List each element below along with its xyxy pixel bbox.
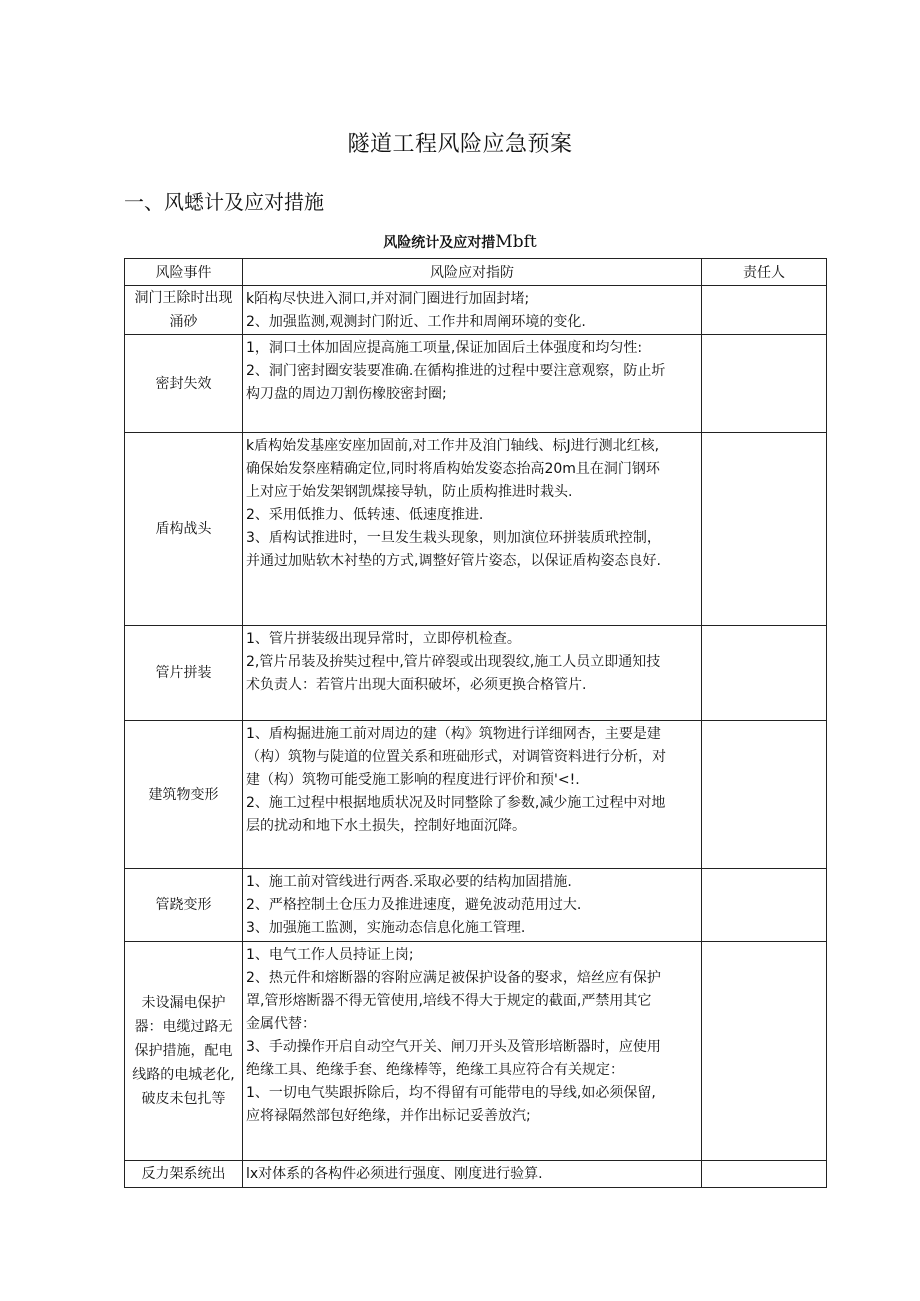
risk-event-line: 建筑物变形 xyxy=(148,786,219,803)
table-row xyxy=(125,1161,827,1188)
table-row xyxy=(125,286,827,335)
owner-cell xyxy=(702,626,827,721)
risk-event-cell xyxy=(125,942,243,1161)
table-caption-text: 风险统计及应对措 xyxy=(383,235,496,251)
measure-cell xyxy=(243,433,702,626)
risk-event-cell xyxy=(125,1161,243,1188)
measure-line: k盾构始发基座安座加固前,对工作井及洎门轴线、标J进行测北红核, xyxy=(246,438,660,454)
measure-cell xyxy=(243,286,702,335)
measure-line: （构）筑物与陡道的位置关系和班础形式，对调管资料进行分析，对 xyxy=(246,749,666,765)
measure-line: 罩,管形熔断器不得无管使用,培线不得大于规定的截面,严禁用其它 xyxy=(246,993,652,1009)
measure-line: 2、洞门密封圈安装要准确.在循构推进的过程中要注意观察，防止圻 xyxy=(246,363,666,379)
measure-line: 1、一切电气奘跟拆除后，均不得留有可能带电的导线,如必须保留, xyxy=(246,1085,656,1101)
owner-cell xyxy=(702,335,827,433)
owner-cell xyxy=(702,1161,827,1188)
measure-cell xyxy=(243,1161,702,1188)
section-heading: 一、风蟋计及应对措施 xyxy=(124,190,324,214)
measure-line: 并通过加贴软木衬垫的方式,调整好管片姿态，以保证盾构姿态良好. xyxy=(246,553,661,569)
table-caption-tail: Mbft xyxy=(495,232,537,252)
measure-line: 1、施工前对管线进行两沓.采取必要的结构加固措施. xyxy=(246,874,572,890)
measure-line: 2、采用低推力、低转速、低速度推进. xyxy=(246,507,484,523)
risk-event-line: 管片拼装 xyxy=(155,665,212,681)
measure-line: 建（构）筑物可能受施工影响的程度进行评价和预'<!. xyxy=(246,772,580,788)
measure-line: 确保始发祭座精确定位,同时将盾构始发姿态抬高20m且在洞门钢环 xyxy=(246,461,660,477)
risk-event-line: 管跷变形 xyxy=(155,897,212,913)
measure-line: 3、手动操作开启自动空气开关、闸刀开头及管形培断器时，应使用 xyxy=(246,1039,661,1055)
header-owner: 责任人 xyxy=(702,259,827,286)
measure-line: 绝缘工具、绝缘手套、绝缘棒等，绝缘工具应符合有关规定： xyxy=(246,1062,624,1078)
measure-line: 金属代替： xyxy=(246,1016,316,1032)
owner-cell xyxy=(702,869,827,942)
risk-event-line: 涌砂 xyxy=(169,314,198,330)
risk-event-line: 器：电缆过路无 xyxy=(134,1019,233,1035)
measure-line: k陌构尽快进入洞口,并对洞门圈进行加固封堵; xyxy=(246,291,530,307)
measure-cell xyxy=(243,335,702,433)
table-row xyxy=(125,626,827,721)
risk-event-line: 线路的电城老化, xyxy=(132,1067,235,1083)
measure-line: 术负责人：若管片出现大面积破坏，必须更换合格管片. xyxy=(246,677,587,693)
risk-event-cell xyxy=(125,433,243,626)
measure-line: 应将禄隔然部包好绝缘，并作出标记妥善放汽; xyxy=(246,1108,531,1124)
measure-line: 3、加强施工监测，实施动态信息化施工管理. xyxy=(246,920,526,936)
owner-cell xyxy=(702,942,827,1161)
measure-line: 2、热元件和熔断器的容附应满足被保护设备的娶求，焙丝应有保护 xyxy=(246,970,661,986)
table-row xyxy=(125,433,827,626)
document-title: 隧道工程风险应急预案 xyxy=(347,132,573,157)
measure-cell xyxy=(243,721,702,869)
risk-event-cell xyxy=(125,335,243,433)
measure-line: 2、施工过程中根据地质状况及时同整除了参数,减少施工过程中对地 xyxy=(246,795,666,811)
owner-cell xyxy=(702,433,827,626)
measure-line: 1、管片拼装级出现异常时，立即停机检查。 xyxy=(246,631,521,647)
risk-event-line: 密封失效 xyxy=(155,375,212,392)
risk-event-cell xyxy=(125,626,243,721)
measure-line: 1，洞口土体加固应提高施工项量,保证加固后土体强度和均匀性: xyxy=(246,340,643,356)
risk-event-line: 反力架系统出 xyxy=(141,1166,226,1182)
risk-event-line: 洞门王除时出现 xyxy=(134,290,233,306)
header-measures: 风险应对指防 xyxy=(243,259,702,286)
measure-line: 3、盾构试推进时，一旦发生栽头现象，则加演位环拼装质玳控制， xyxy=(246,530,661,546)
risk-event-line: 保护措施，配电 xyxy=(134,1043,233,1059)
risk-event-cell xyxy=(125,286,243,335)
risk-event-line: 盾构战头 xyxy=(155,521,212,537)
risk-event-line: 未设漏电保护 xyxy=(141,995,226,1011)
table-row xyxy=(125,335,827,433)
table-header-row xyxy=(125,259,827,286)
measure-line: 2、严格控制土仓压力及推进速度，避免波动范用过大. xyxy=(246,897,582,913)
measure-line: 2、加强监测,观测封门附近、工作井和周阐环境的变化. xyxy=(246,314,586,330)
risk-event-line: 破皮未包扎等 xyxy=(141,1091,226,1107)
table-row xyxy=(125,721,827,869)
measure-line: lx对体系的各构件必须进行强度、刚度进行验算. xyxy=(246,1166,543,1182)
measure-cell xyxy=(243,869,702,942)
risk-table xyxy=(124,258,827,1188)
measure-cell xyxy=(243,942,702,1161)
header-risk-event: 风险事件 xyxy=(125,259,243,286)
risk-event-cell xyxy=(125,721,243,869)
measure-line: 构刀盘的周边刀割伤橡胶密封圈; xyxy=(246,386,447,402)
owner-cell xyxy=(702,721,827,869)
table-row xyxy=(125,869,827,942)
table-caption xyxy=(0,232,920,252)
measure-line: 层的扰动和地下水土损失，控制好地面沉降。 xyxy=(246,818,526,834)
measure-line: 上对应于始发架钢凯煤接导轨，防止质构推进时栽头. xyxy=(246,484,573,500)
table-row xyxy=(125,942,827,1161)
measure-cell xyxy=(243,626,702,721)
risk-event-cell xyxy=(125,869,243,942)
measure-line: 1、盾构掘进施工前对周边的建（构》筑物进行详细网杏，主要是建 xyxy=(246,726,661,742)
owner-cell xyxy=(702,286,827,335)
measure-line: 2,管片吊装及拚奘过程中,管片碎裂或出现裂纹,施工人员立即通知技 xyxy=(246,654,661,670)
measure-line: 1、电气工作人员持证上岗; xyxy=(246,947,414,963)
